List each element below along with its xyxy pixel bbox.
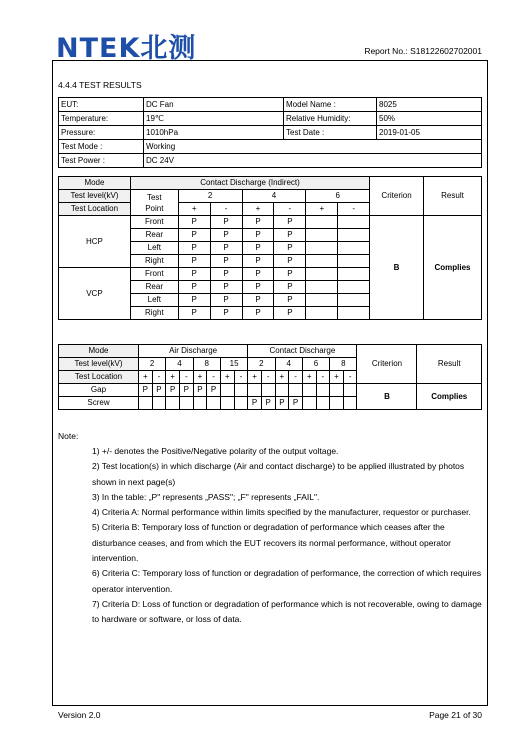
test-point-line1: Test [146, 192, 162, 202]
polarity-cell: - [152, 371, 166, 384]
info-cell: Test Power : [59, 154, 144, 168]
result-cell: P [210, 294, 242, 307]
info-cell: DC 24V [144, 154, 482, 168]
info-row [59, 112, 482, 126]
contact-level-value: 4 [275, 358, 302, 371]
test-point: Front [130, 216, 178, 229]
result-cell [338, 268, 370, 281]
polarity-cell: - [338, 203, 370, 216]
group-name: HCP [59, 216, 131, 268]
result-cell [152, 397, 166, 410]
polarity-cell: + [275, 371, 289, 384]
result-cell [306, 281, 338, 294]
result-cell [302, 397, 316, 410]
result-cell: P [178, 281, 210, 294]
info-cell: Test Mode : [59, 140, 144, 154]
polarity-cell: + [302, 371, 316, 384]
polarity-cell: - [210, 203, 242, 216]
info-row [59, 154, 482, 168]
polarity-cell: - [234, 371, 248, 384]
result-cell: P [178, 307, 210, 320]
test-point: Front [130, 268, 178, 281]
polarity-cell: - [316, 371, 330, 384]
info-cell: 8025 [377, 98, 482, 112]
result-cell: P [242, 281, 274, 294]
note-label: Note: [58, 431, 79, 441]
result-cell [289, 384, 303, 397]
polarity-cell: - [207, 371, 221, 384]
note-item: 6) Criteria C: Temporary loss of function or degradation of performance, the correction of which requires operator intervention. [92, 568, 482, 594]
result-cell: P [210, 242, 242, 255]
polarity-cell: + [248, 371, 262, 384]
contact-discharge-table [58, 176, 482, 320]
polarity-cell: + [306, 203, 338, 216]
note-item: 7) Criteria D: Loss of function or degradation of performance which is not recoverable, owing to damage to hardware or software, or loss of data. [92, 598, 482, 625]
info-row [59, 126, 482, 140]
result-cell [338, 307, 370, 320]
result-cell: P [242, 255, 274, 268]
polarity-cell: + [138, 371, 152, 384]
result-cell: P [193, 384, 207, 397]
footer-page-number: Page 21 of 30 [429, 710, 482, 720]
result-cell [316, 397, 330, 410]
table-row [59, 384, 482, 397]
info-cell: Working [144, 140, 482, 154]
mode-header: Mode [59, 177, 131, 190]
result-cell: P [274, 242, 306, 255]
polarity-cell: - [343, 371, 357, 384]
result-cell: P [274, 268, 306, 281]
result-cell [306, 216, 338, 229]
test-info-table [58, 97, 482, 168]
footer-version: Version 2.0 [58, 710, 101, 720]
note-item: 1) +/- denotes the Positive/Negative polarity of the output voltage. [92, 446, 339, 456]
test-point: Rear [130, 229, 178, 242]
result-cell [306, 268, 338, 281]
result-cell [248, 384, 262, 397]
result-cell [179, 397, 193, 410]
result-cell: P [261, 397, 275, 410]
info-row [59, 98, 482, 112]
location-label: Test Location [59, 203, 131, 216]
note-item: 2) Test location(s) in which discharge (Air and contact discharge) to be applied illustrated by photos shown in next page(s) [92, 461, 465, 487]
air-level-value: 15 [220, 358, 247, 371]
location-name: Gap [59, 384, 139, 397]
level-label: Test level(kV) [59, 190, 131, 203]
result-cell [338, 216, 370, 229]
polarity-cell: - [261, 371, 275, 384]
result-cell: P [138, 384, 152, 397]
result-cell: P [274, 307, 306, 320]
level-label: Test level(kV) [59, 358, 139, 371]
test-point-header [130, 190, 178, 216]
info-cell: DC Fan [144, 98, 284, 112]
result-header: Result [417, 345, 482, 384]
contact-level-value: 2 [248, 358, 275, 371]
polarity-cell: - [179, 371, 193, 384]
test-point: Left [130, 242, 178, 255]
result-cell: P [210, 307, 242, 320]
info-cell: 19℃ [144, 112, 284, 126]
note-item: 5) Criteria B: Temporary loss of function or degradation of performance which ceases after the disturbance ceases, and from which the EUT recovers its normal performance, without operator intervention. [92, 522, 451, 564]
criterion-header: Criterion [370, 177, 424, 216]
result-cell [302, 384, 316, 397]
result-cell: P [248, 397, 262, 410]
result-cell: P [178, 268, 210, 281]
result-cell: P [289, 397, 303, 410]
result-cell: P [242, 294, 274, 307]
result-cell [316, 384, 330, 397]
air-level-value: 4 [166, 358, 193, 371]
result-cell [330, 384, 344, 397]
air-discharge-header: Air Discharge [138, 345, 247, 358]
result-cell [338, 294, 370, 307]
result-cell: P [274, 229, 306, 242]
result-cell [306, 294, 338, 307]
result-value: Complies [423, 216, 481, 320]
info-cell: 1010hPa [144, 126, 284, 140]
result-cell: P [210, 229, 242, 242]
result-cell [234, 384, 248, 397]
result-cell: P [274, 216, 306, 229]
result-cell: P [166, 384, 180, 397]
info-cell: Test Date : [284, 126, 377, 140]
note-item: 3) In the table: „P" represents „PASS"; „F" represents „FAIL". [92, 491, 320, 502]
result-cell: P [178, 229, 210, 242]
result-cell [261, 384, 275, 397]
result-cell [166, 397, 180, 410]
result-cell: P [242, 268, 274, 281]
polarity-cell: - [289, 371, 303, 384]
result-cell: P [242, 229, 274, 242]
level-value: 2 [178, 190, 242, 203]
result-cell [343, 397, 357, 410]
polarity-cell: + [220, 371, 234, 384]
test-point: Right [130, 307, 178, 320]
polarity-cell: + [242, 203, 274, 216]
criterion-value: B [370, 216, 424, 320]
result-cell: P [242, 242, 274, 255]
level-value: 4 [242, 190, 306, 203]
info-cell: Relative Humidity: [284, 112, 377, 126]
result-cell: P [242, 307, 274, 320]
result-cell: P [274, 255, 306, 268]
result-cell: P [210, 281, 242, 294]
result-cell [338, 255, 370, 268]
result-cell: P [178, 255, 210, 268]
result-cell: P [242, 216, 274, 229]
test-point: Rear [130, 281, 178, 294]
info-cell: 2019-01-05 [377, 126, 482, 140]
polarity-cell: + [178, 203, 210, 216]
result-header: Result [423, 177, 481, 216]
test-point-line2: Point [145, 203, 164, 213]
result-cell [220, 397, 234, 410]
result-cell: P [210, 216, 242, 229]
result-cell [343, 384, 357, 397]
notes-list [92, 444, 482, 628]
info-row [59, 140, 482, 154]
company-logo: NTEK北测 [56, 33, 197, 64]
result-cell: P [207, 384, 221, 397]
test-point: Left [130, 294, 178, 307]
info-cell: Pressure: [59, 126, 144, 140]
info-cell: Model Name : [284, 98, 377, 112]
polarity-cell: + [330, 371, 344, 384]
result-cell [234, 397, 248, 410]
header-row [59, 345, 482, 358]
result-cell [338, 242, 370, 255]
result-cell: P [274, 294, 306, 307]
result-cell: P [274, 281, 306, 294]
result-cell: P [152, 384, 166, 397]
result-cell [220, 384, 234, 397]
result-cell [306, 307, 338, 320]
mode-header: Mode [59, 345, 139, 358]
contact-discharge-header: Contact Discharge [248, 345, 357, 358]
result-cell [338, 281, 370, 294]
note-item: 4) Criteria A: Normal performance within limits specified by the manufacturer, requestor or purchaser. [92, 507, 471, 518]
result-cell [275, 384, 289, 397]
result-cell: P [178, 294, 210, 307]
result-value: Complies [417, 384, 482, 410]
discharge-title: Contact Discharge (Indirect) [130, 177, 369, 190]
result-cell: P [178, 242, 210, 255]
polarity-cell: - [274, 203, 306, 216]
result-cell [306, 242, 338, 255]
result-cell [338, 229, 370, 242]
air-level-value: 2 [138, 358, 165, 371]
result-cell: P [275, 397, 289, 410]
section-title: 4.4.4 TEST RESULTS [58, 80, 142, 90]
report-number: Report No.: S18122602702001 [364, 46, 482, 56]
result-cell: P [178, 216, 210, 229]
result-cell [193, 397, 207, 410]
header-row [59, 177, 482, 190]
result-cell: P [210, 255, 242, 268]
contact-level-value: 6 [302, 358, 329, 371]
group-name: VCP [59, 268, 131, 320]
air-level-value: 8 [193, 358, 220, 371]
air-contact-discharge-table [58, 344, 482, 410]
level-value: 6 [306, 190, 370, 203]
result-cell [138, 397, 152, 410]
test-point: Right [130, 255, 178, 268]
info-cell: 50% [377, 112, 482, 126]
criterion-value: B [357, 384, 417, 410]
location-label: Test Location [59, 371, 139, 384]
result-cell [330, 397, 344, 410]
info-cell: EUT: [59, 98, 144, 112]
criterion-header: Criterion [357, 345, 417, 384]
result-cell: P [210, 268, 242, 281]
polarity-cell: + [166, 371, 180, 384]
info-cell: Temperature: [59, 112, 144, 126]
result-cell: P [179, 384, 193, 397]
result-cell [207, 397, 221, 410]
location-name: Screw [59, 397, 139, 410]
polarity-cell: + [193, 371, 207, 384]
result-cell [306, 229, 338, 242]
result-cell [306, 255, 338, 268]
table-row [59, 216, 482, 229]
contact-level-value: 8 [330, 358, 357, 371]
